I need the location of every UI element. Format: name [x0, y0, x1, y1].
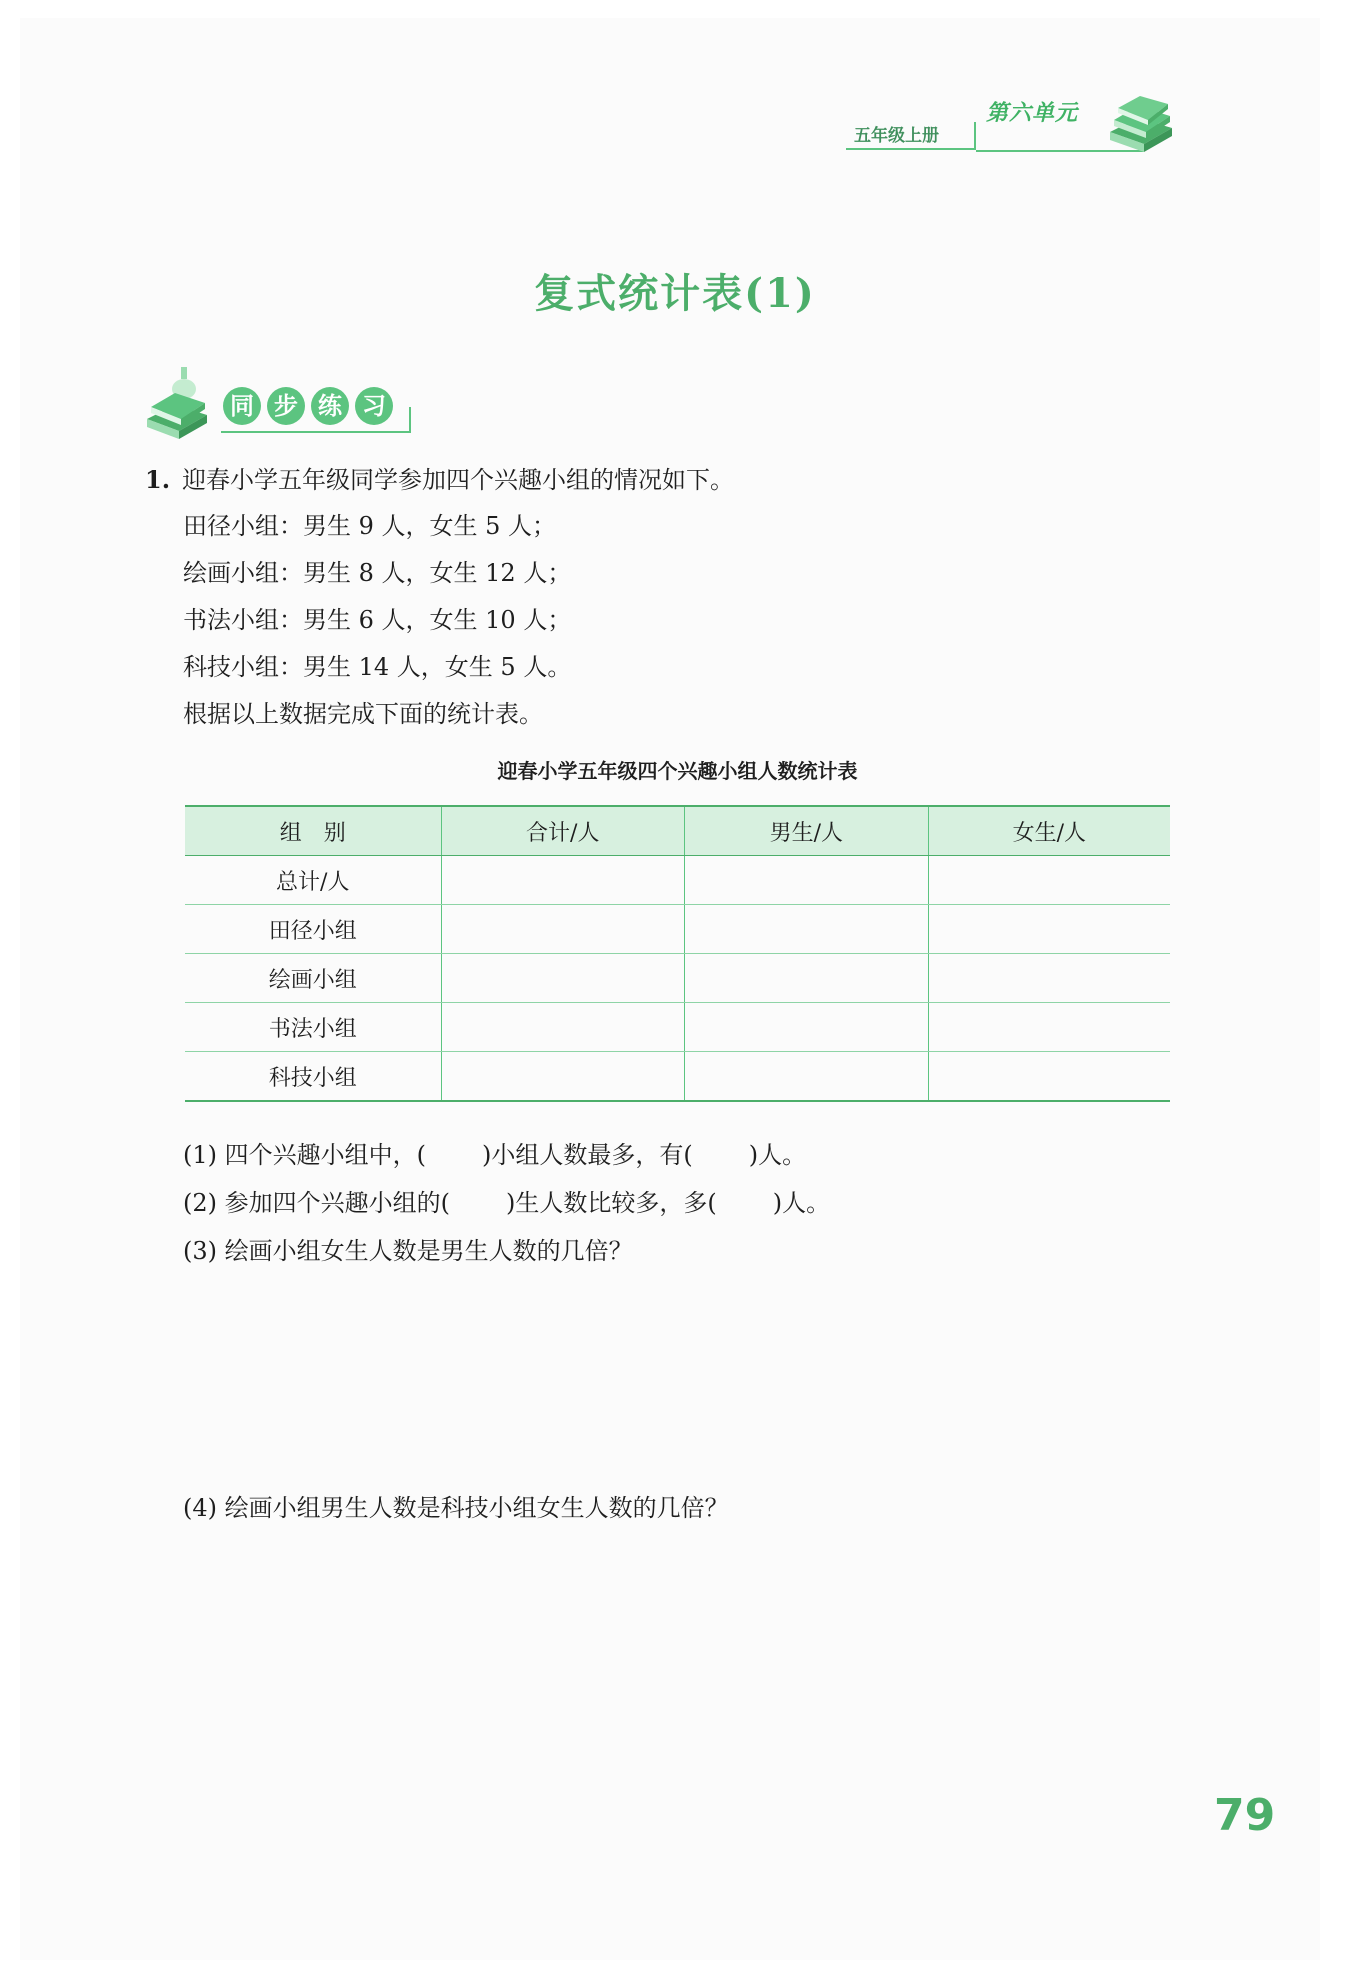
answer-cell[interactable] [441, 1003, 685, 1052]
unit-header [846, 92, 1176, 164]
row-label: 总计/人 [185, 856, 441, 905]
row-label: 田径小组 [185, 905, 441, 954]
answer-cell[interactable] [685, 1052, 929, 1102]
question-1 [183, 1135, 806, 1170]
data-line: 田径小组：男生 9 人，女生 5 人； [183, 512, 557, 540]
answer-cell[interactable] [928, 856, 1170, 905]
answer-cell[interactable] [685, 954, 929, 1003]
section-title [223, 387, 393, 425]
statistics-table [185, 805, 1170, 1102]
section-label [143, 365, 423, 445]
table-row [185, 905, 1170, 954]
column-header: 合计/人 [441, 806, 685, 856]
section-char: 同 [223, 387, 261, 425]
table-row [185, 856, 1170, 905]
answer-cell[interactable] [441, 954, 685, 1003]
answer-cell[interactable] [928, 905, 1170, 954]
question-2 [183, 1183, 830, 1218]
answer-cell[interactable] [441, 1052, 685, 1102]
books-stack-icon [1104, 92, 1176, 164]
table-row [185, 1052, 1170, 1102]
grade-label: 五年级上册 [846, 122, 976, 150]
unit-label: 第六单元 [986, 101, 1079, 126]
answer-cell[interactable] [685, 856, 929, 905]
question-text: )小组人数最多，有( [482, 1141, 693, 1169]
instruction-line: 根据以上数据完成下面的统计表。 [183, 700, 543, 728]
row-label: 绘画小组 [185, 954, 441, 1003]
problem-intro-text: 迎春小学五年级同学参加四个兴趣小组的情况如下。 [182, 466, 735, 494]
question-text: )人。 [748, 1141, 807, 1169]
answer-cell[interactable] [441, 905, 685, 954]
books-stack-icon [143, 365, 213, 445]
table-row [185, 1003, 1170, 1052]
problem-1 [145, 456, 1245, 738]
answer-cell[interactable] [928, 1003, 1170, 1052]
lesson-title: 复式统计表(1) [534, 270, 816, 317]
section-char: 步 [267, 387, 305, 425]
question-text: (2) 参加四个兴趣小组的( [183, 1189, 450, 1217]
answer-cell[interactable] [441, 856, 685, 905]
column-header: 女生/人 [928, 806, 1170, 856]
table-header-row [185, 806, 1170, 856]
page-number: 79 [1214, 1790, 1276, 1841]
data-line: 绘画小组：男生 8 人，女生 12 人； [183, 559, 572, 587]
data-line: 科技小组：男生 14 人，女生 5 人。 [183, 653, 572, 681]
question-text: )生人数比较多，多( [506, 1189, 717, 1217]
question-text: (1) 四个兴趣小组中，( [183, 1141, 426, 1169]
data-line: 书法小组：男生 6 人，女生 10 人； [183, 606, 572, 634]
column-header: 男生/人 [685, 806, 929, 856]
table-row [185, 954, 1170, 1003]
row-label: 书法小组 [185, 1003, 441, 1052]
question-text: )人。 [772, 1189, 831, 1217]
section-char: 习 [355, 387, 393, 425]
table-caption: 迎春小学五年级四个兴趣小组人数统计表 [497, 759, 858, 783]
section-char: 练 [311, 387, 349, 425]
answer-cell[interactable] [685, 905, 929, 954]
problem-number: 1. [145, 465, 171, 494]
section-underline-tail [409, 407, 411, 433]
problem-intro [145, 456, 1245, 503]
answer-cell[interactable] [928, 1052, 1170, 1102]
answer-cell[interactable] [685, 1003, 929, 1052]
question-3: (3) 绘画小组女生人数是男生人数的几倍？ [183, 1237, 633, 1265]
column-header: 组 别 [185, 806, 441, 856]
row-label: 科技小组 [185, 1052, 441, 1102]
section-underline [221, 431, 411, 433]
question-4: (4) 绘画小组男生人数是科技小组女生人数的几倍？ [183, 1494, 729, 1522]
answer-cell[interactable] [928, 954, 1170, 1003]
